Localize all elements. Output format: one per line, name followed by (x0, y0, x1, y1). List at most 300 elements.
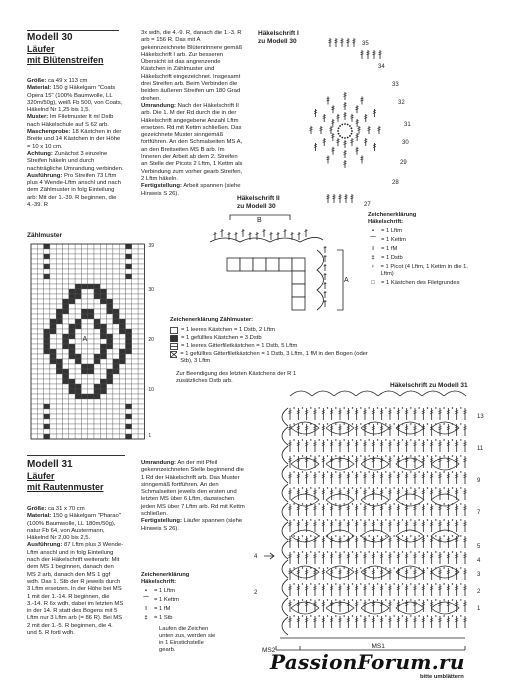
stitch-bar (439, 427, 442, 428)
legend-item (368, 237, 478, 244)
zaehl-cell (138, 424, 144, 429)
zaehl-cell (113, 279, 119, 284)
zaehl-cell (113, 284, 119, 289)
zaehl-cell (138, 354, 144, 359)
stitch-bar (422, 619, 425, 620)
stitch-bar (297, 587, 300, 588)
stitch-bar (314, 587, 317, 588)
chain-dot (352, 519, 353, 520)
stitch-bar (322, 573, 325, 574)
zaehl-cell (44, 399, 50, 404)
zaehl-cell (119, 344, 125, 349)
zaehl-cell (119, 284, 125, 289)
zaehl-cell (113, 289, 119, 294)
stitch-bar (380, 573, 383, 574)
stitch-bar (439, 587, 442, 588)
stitch-bar (314, 110, 317, 111)
chain-dot (310, 471, 311, 472)
stitch-bar (330, 525, 333, 526)
stitch-bar (422, 539, 425, 540)
footer-note: bitte umblättern (420, 674, 464, 680)
zaehl-cell (119, 289, 125, 294)
stitch-bar (355, 443, 358, 444)
zaehl-cell (107, 424, 113, 429)
stitch-bar (430, 507, 433, 508)
zaehl-cell (100, 329, 106, 334)
zaehl-cell (107, 394, 113, 399)
chain-dot (452, 455, 453, 456)
stitch-bar (380, 589, 383, 590)
chain-dot (351, 127, 353, 129)
zaehl-cell (63, 374, 69, 379)
stitch-bar (339, 539, 342, 540)
stitch-bar (439, 557, 442, 558)
zaehl-row-number: 1 (148, 433, 152, 439)
stitch-bar (447, 525, 450, 526)
stitch-bar (339, 603, 342, 604)
stitch-bar (322, 461, 325, 462)
stitch-bar (314, 445, 317, 446)
zaehl-cell (69, 339, 75, 344)
legend-text: = 1 Picot (4 Lftm, 1 Kettm in die 1. Lftm) (380, 264, 469, 277)
zaehl-cell (88, 269, 94, 274)
paragraph (27, 506, 124, 513)
stitch-bar (330, 475, 333, 476)
zaehl-cell (63, 339, 69, 344)
hs2-square (279, 258, 292, 271)
stitch-bar (305, 589, 308, 590)
chain-dot (410, 407, 411, 408)
stitch-bar (405, 509, 408, 510)
chain-dot (343, 615, 344, 616)
stitch-bar (439, 443, 442, 444)
zaehl-cell (94, 324, 100, 329)
stitch-bar (464, 507, 467, 508)
zaehl-cell (94, 399, 100, 404)
stitch-bar (405, 427, 408, 428)
hs1-row-number: 33 (392, 82, 399, 88)
stitch-bar (464, 557, 467, 558)
zaehl-cell (50, 324, 56, 329)
chain-dot (343, 583, 344, 584)
stitch-bar (364, 411, 367, 412)
hs1-label-1: Häkelschrift I (258, 30, 299, 37)
hs31-row-number: 3 (477, 572, 481, 578)
stitch-bar (355, 429, 358, 430)
zaehl-cell (44, 244, 50, 249)
zaehl-cell (50, 364, 56, 369)
chain-dot (352, 423, 353, 424)
zaehl-cell (50, 359, 56, 364)
stitch-bar (289, 429, 292, 430)
stitch-bar (380, 509, 383, 510)
stitch-bar (347, 493, 350, 494)
zaehl-cell (50, 254, 56, 259)
zaehl-cell (50, 334, 56, 339)
stitch-bar (330, 443, 333, 444)
zaehl-cell (81, 404, 87, 409)
stitch-bar (372, 621, 375, 622)
chain-dot (302, 503, 303, 504)
zaehl-cell (132, 244, 138, 249)
stitch-bar (289, 427, 292, 428)
paragraph-heading: Ausführung: (27, 542, 63, 549)
zaehl-cell (37, 339, 43, 344)
chain-dot (460, 583, 461, 584)
stitch-bar (330, 621, 333, 622)
stitch-bar (372, 413, 375, 414)
stitch-bar (405, 555, 408, 556)
stitch-bar (356, 120, 359, 121)
zaehl-cell (44, 304, 50, 309)
paragraph-heading: Muster: (27, 114, 49, 121)
stitch-bar (322, 491, 325, 492)
zaehl-cell (75, 414, 81, 419)
zaehl-cell (100, 419, 106, 424)
chain-dot (402, 535, 403, 536)
zaehl-cell (69, 399, 75, 404)
stitch-bar (327, 157, 330, 158)
chain-dot (335, 519, 336, 520)
zaehl-cell (138, 299, 144, 304)
stitch-bar (322, 571, 325, 572)
stitch-bar (330, 427, 333, 428)
paragraph (141, 103, 244, 183)
zaehl-cell (126, 359, 132, 364)
zaehl-cell (50, 309, 56, 314)
stitch-bar (314, 427, 317, 428)
zaehl-cell (69, 264, 75, 269)
stitch-bar (355, 605, 358, 606)
chain-dot (427, 471, 428, 472)
zaehl-cell (56, 364, 62, 369)
zaehl-cell (81, 274, 87, 279)
stitch-bar (455, 459, 458, 460)
zaehl-cell (94, 294, 100, 299)
zaehl-cell (50, 404, 56, 409)
stitch-bar (414, 523, 417, 524)
stitch-bar (364, 139, 367, 140)
chain-dot (385, 455, 386, 456)
zaehl-cell (75, 379, 81, 384)
stitch-bar (355, 619, 358, 620)
paragraph-text: ca 49 x 113 cm (46, 78, 88, 84)
chain-dot (351, 130, 353, 132)
chain-dot (360, 519, 361, 520)
stitch-bar (414, 493, 417, 494)
zaehl-cell (107, 324, 113, 329)
stitch-bar (355, 459, 358, 460)
stitch-bar (330, 571, 333, 572)
stitch-bar (430, 541, 433, 542)
zaehl-cell (126, 389, 132, 394)
zaehl-cell (94, 414, 100, 419)
stitch-bar (358, 127, 361, 128)
stitch-bar (373, 146, 376, 147)
chain-dot (377, 455, 378, 456)
stitch-bar (355, 603, 358, 604)
zaehl-cell (37, 309, 43, 314)
stitch-bar (355, 525, 358, 526)
zaehl-cell (113, 419, 119, 424)
stitch-bar (314, 491, 317, 492)
zaehl-cell (31, 329, 37, 334)
zaehl-cell (44, 389, 50, 394)
paragraph-heading: Material: (27, 85, 52, 92)
zaehl-cell (31, 309, 37, 314)
chain-dot (443, 471, 444, 472)
zaehl-cell (37, 284, 43, 289)
chain-dot (343, 407, 344, 408)
stitch-bar (464, 587, 467, 588)
zaehl-cell (119, 279, 125, 284)
chain-dot (377, 599, 378, 600)
zaehl-cell (63, 404, 69, 409)
zaehl-cell (69, 279, 75, 284)
zaehl-cell (132, 334, 138, 339)
zaehl-cell (81, 314, 87, 319)
zaehl-cell (63, 279, 69, 284)
zaehl-grid (31, 244, 144, 439)
chain-dot (377, 439, 378, 440)
stitch-bar (305, 411, 308, 412)
stitch-bar (305, 587, 308, 588)
zaehl-cell (50, 374, 56, 379)
chain-dot (402, 471, 403, 472)
stitch-bar (289, 461, 292, 462)
chain-dot (460, 487, 461, 488)
stitch-bar (289, 411, 292, 412)
stitch-bar (439, 589, 442, 590)
zaehl-cell (50, 299, 56, 304)
zaehl-cell (37, 424, 43, 429)
stitch-bar (389, 427, 392, 428)
chain-dot (335, 471, 336, 472)
zaehl-cell (81, 259, 87, 264)
stitch-bar (289, 539, 292, 540)
zaehl-cell (94, 434, 100, 439)
stitch-bar (333, 198, 336, 199)
hs31-row-number: 2 (254, 590, 258, 596)
zaehl-cell (75, 304, 81, 309)
chain-dot (368, 599, 369, 600)
zaehl-cell (69, 329, 75, 334)
chain-dot (343, 551, 344, 552)
stitch-bar (289, 605, 292, 606)
chain-dot (310, 455, 311, 456)
zaehl-cell (81, 349, 87, 354)
stitch-bar (439, 475, 442, 476)
stitch-bar (389, 523, 392, 524)
stitch-bar (242, 230, 245, 231)
stitch-bar (389, 413, 392, 414)
zaehl-cell (50, 354, 56, 359)
zaehl-cell (138, 434, 144, 439)
zaehl-cell (126, 264, 132, 269)
stitch-bar (455, 443, 458, 444)
stitch-bar (339, 605, 342, 606)
stitch-bar (339, 198, 342, 199)
zaehl-cell (44, 269, 50, 274)
stitch-bar (447, 475, 450, 476)
zaehl-cell (100, 274, 106, 279)
stitch-bar (337, 140, 340, 141)
stitch-bar (405, 491, 408, 492)
stitch-bar (439, 507, 442, 508)
zaehl-cell (63, 319, 69, 324)
chain-dot (360, 439, 361, 440)
zaehl-cell (107, 274, 113, 279)
chain-dot (302, 599, 303, 600)
hs1-row-number: 34 (378, 64, 385, 70)
stitch-bar (464, 475, 467, 476)
chain-dot (418, 535, 419, 536)
stitch-bar (347, 427, 350, 428)
stitch-bar (430, 525, 433, 526)
stitch-bar (323, 141, 326, 142)
stitch-bar (324, 292, 327, 293)
zaehl-cell (81, 324, 87, 329)
zaehl-cell (119, 369, 125, 374)
zaehl-cell (63, 359, 69, 364)
zaehl-cell (31, 384, 37, 389)
stitch-bar (330, 493, 333, 494)
paragraph (27, 173, 124, 209)
zaehl-cell (37, 354, 43, 359)
stitch-bar (364, 445, 367, 446)
stitch-bar (372, 619, 375, 620)
chain-dot (318, 503, 319, 504)
zaehl-cell (88, 309, 94, 314)
stitch-bar (298, 233, 301, 234)
zaehl-cell (81, 374, 87, 379)
stitch-bar (414, 621, 417, 622)
zaehl-cell (94, 314, 100, 319)
zaehl-cell (107, 409, 113, 414)
chain-dot (318, 423, 319, 424)
zaehl-cell (132, 434, 138, 439)
zaehl-cell (100, 414, 106, 419)
zaehl-cell (132, 274, 138, 279)
zaehl-cell (37, 419, 43, 424)
stitch-bar (305, 573, 308, 574)
stitch-bar (447, 445, 450, 446)
stitch-bar (380, 619, 383, 620)
chain-dot (318, 519, 319, 520)
zaehl-cell (113, 334, 119, 339)
stitch-bar (314, 413, 317, 414)
zaehl-cell (119, 434, 125, 439)
chain-dot (335, 599, 336, 600)
stitch-bar (430, 619, 433, 620)
zaehl-cell (126, 279, 132, 284)
zaehl-cell (69, 349, 75, 354)
zaehl-cell (69, 404, 75, 409)
chain-dot (460, 551, 461, 552)
zaehl-cell (31, 249, 37, 254)
zaehl-cell (100, 379, 106, 384)
zaehl-cell (69, 309, 75, 314)
chain-dot (343, 487, 344, 488)
chain-dot (349, 125, 351, 127)
legend-text: = 1 Kästchen des Filetgrundes (381, 280, 460, 286)
stitch-bar (361, 54, 364, 55)
zaehl-cell (56, 384, 62, 389)
chain-dot (368, 535, 369, 536)
stitch-bar (367, 52, 370, 53)
zaehl-cell (50, 344, 56, 349)
zaehl-cell (50, 389, 56, 394)
legend-item (368, 255, 478, 262)
stitch-bar (389, 605, 392, 606)
zaehl-cell (94, 284, 100, 289)
chain-dot (335, 551, 336, 552)
stitch-bar (389, 509, 392, 510)
zaehl-cell (132, 339, 138, 344)
stitch-bar (447, 571, 450, 572)
chain-dot (318, 455, 319, 456)
stitch-bar (330, 587, 333, 588)
stitch-bar (322, 413, 325, 414)
zaehl-cell (31, 404, 37, 409)
zaehl-cell (81, 389, 87, 394)
zaehl-cell (132, 294, 138, 299)
stitch-bar (355, 475, 358, 476)
chain-dot (427, 423, 428, 424)
stitch-bar (330, 445, 333, 446)
paragraph (141, 30, 244, 103)
stitch-bar (439, 493, 442, 494)
top-arc (312, 391, 334, 396)
chain-dot (393, 487, 394, 488)
zaehl-cell (100, 389, 106, 394)
stitch-bar (422, 589, 425, 590)
zaehl-cell (37, 364, 43, 369)
zaehl-cell (69, 374, 75, 379)
stitch-bar (339, 555, 342, 556)
stitch-bar (368, 129, 371, 130)
zaehl-cell (56, 329, 62, 334)
stitch-bar (397, 443, 400, 444)
stitch-bar (297, 539, 300, 540)
paragraph-heading: Maschenprobe: (27, 129, 71, 136)
stitch-bar (430, 461, 433, 462)
stitch-bar (455, 603, 458, 604)
chain-dot (302, 439, 303, 440)
stitch-bar (314, 477, 317, 478)
zaehl-cell (31, 389, 37, 394)
zaehl-cell (119, 419, 125, 424)
zaehl-cell (100, 384, 106, 389)
zaehl-cell (37, 274, 43, 279)
stitch-bar (430, 509, 433, 510)
stitch-bar (235, 233, 238, 234)
stitch-bar (364, 493, 367, 494)
stitch-bar (289, 589, 292, 590)
chain-dot (460, 599, 461, 600)
chain-dot (393, 423, 394, 424)
zaehl-cell (107, 289, 113, 294)
zaehl-cell (119, 259, 125, 264)
stitch-bar (372, 491, 375, 492)
stitch-bar (305, 509, 308, 510)
zaehl-cell (94, 429, 100, 434)
stitch-bar (314, 573, 317, 574)
zaehl-cell (100, 399, 106, 404)
stitch-bar (284, 230, 287, 231)
paragraph (27, 78, 124, 85)
stitch-bar (297, 605, 300, 606)
